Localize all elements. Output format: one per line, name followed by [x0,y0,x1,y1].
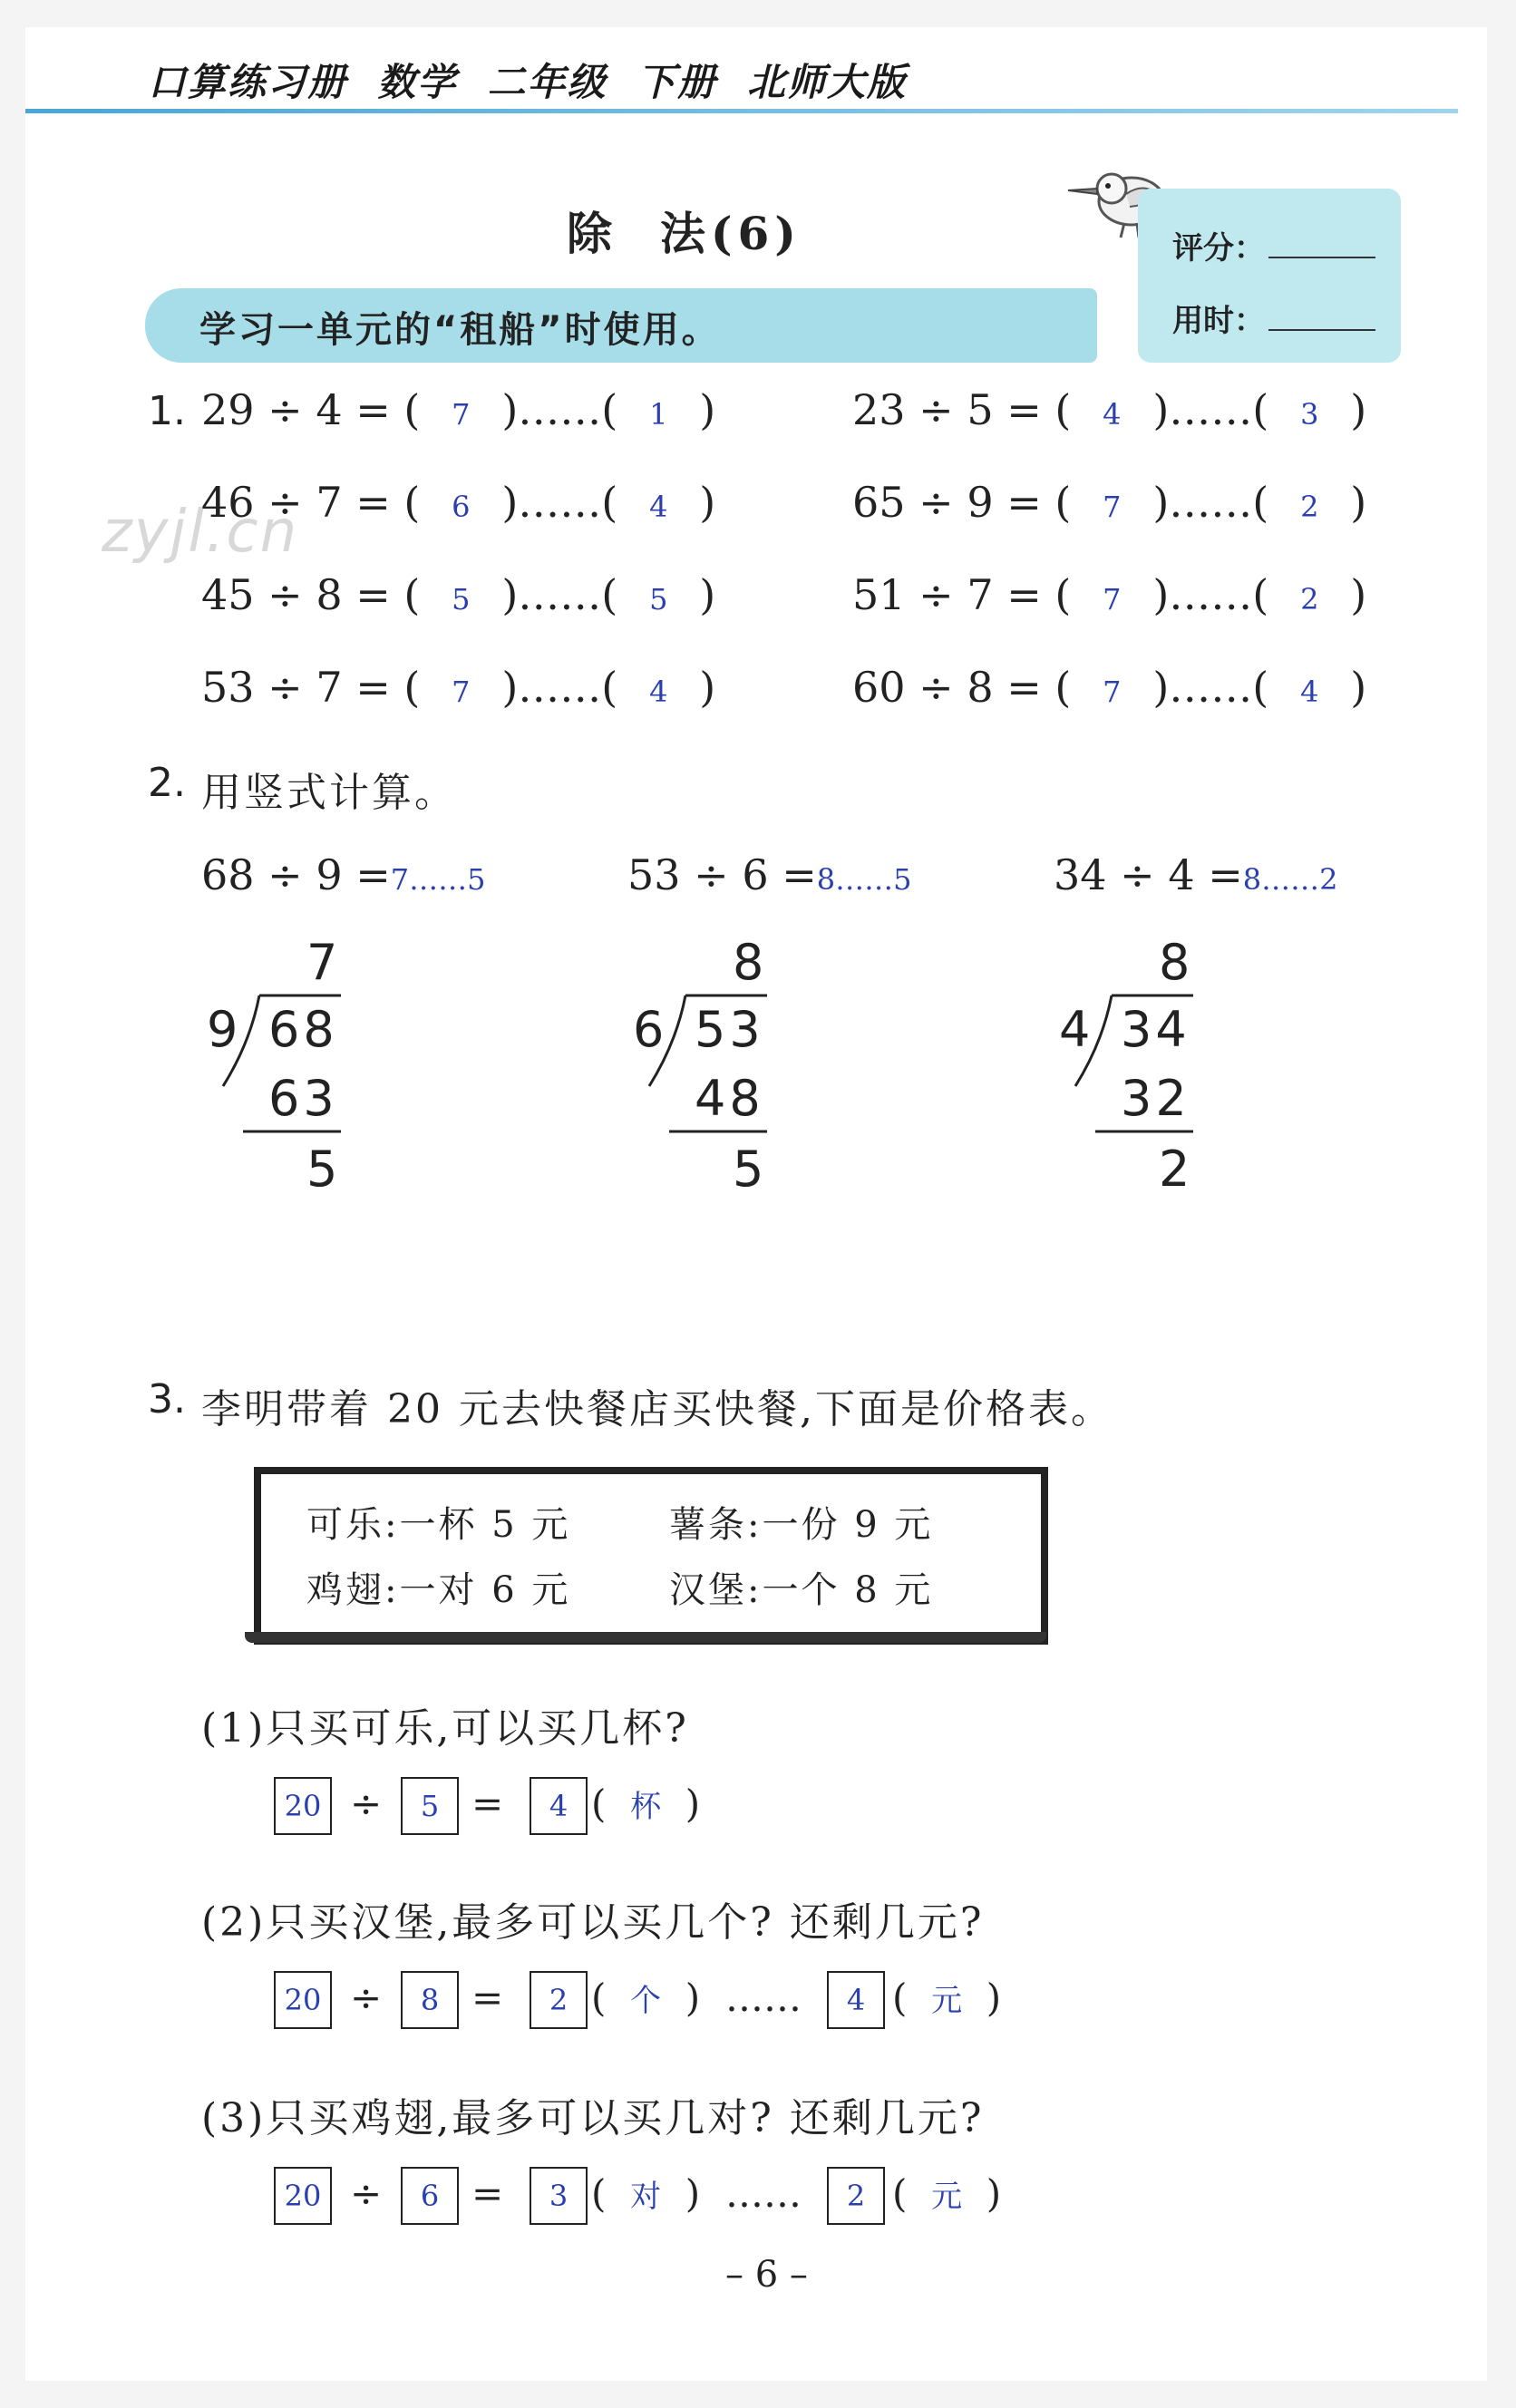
remainder-answer[interactable]: 2 [1300,582,1319,617]
remainder-unit: ( 元 ) [892,1976,1002,2020]
q2-instruction: 用竖式计算。 [201,770,457,816]
close-paren: ) [1350,663,1367,712]
ld-quotient: 8 [733,934,764,991]
quotient-answer[interactable]: 6 [452,490,471,524]
close-paren: ) [1350,478,1367,527]
ld-remainder: 5 [306,1141,338,1198]
q1-equation [201,660,715,714]
q3-subquestion-text: (2)只买汉堡,最多可以买几个? 还剩几元? [201,1899,985,1946]
open-paren: ( [390,478,421,527]
equals-sign: = [471,2171,504,2216]
expression-text: 68 ÷ 9 = [201,850,391,899]
rem-unit-answer[interactable]: 元 [931,1983,963,2019]
dividend-box[interactable]: 20 [274,1971,332,2029]
division-bracket [207,934,370,1206]
quotient-answer[interactable]: 7 [452,675,471,709]
header-rule [25,109,1458,113]
q3-number: 3. [148,1376,186,1422]
close-paren: ) [699,663,716,712]
quotient-answer[interactable]: 7 [1103,490,1122,524]
quotient-answer[interactable]: 7 [452,397,471,432]
equation-expression: 46 ÷ 7 = [201,478,391,527]
q3-subquestion-text: (3)只买鸡翅,最多可以买几对? 还剩几元? [201,2095,985,2141]
q2-expression [627,850,911,899]
dividend-box[interactable]: 20 [274,2167,332,2225]
remainder-answer[interactable]: 3 [1300,397,1319,432]
q1-equation [852,475,1366,529]
quotient-unit: ( 杯 ) [591,1782,701,1826]
open-paren: ( [390,385,421,434]
ld-divisor: 9 [207,1001,238,1058]
rem-unit-answer[interactable]: 元 [931,2179,963,2215]
division-bracket [1059,934,1222,1206]
divide-sign: ÷ [350,1976,383,2020]
page-number: – 6 – [725,2254,808,2296]
divisor-box[interactable]: 6 [401,2167,459,2225]
dividend-box[interactable]: 20 [274,1777,332,1835]
ld-divisor: 4 [1059,1001,1091,1058]
open-paren: ( [1041,570,1072,619]
price-cola: 可乐:一杯 5 元 [306,1504,571,1546]
open-paren: ( [1041,478,1072,527]
division-bracket [633,934,796,1206]
remainder-answer[interactable]: 4 [649,490,668,524]
q3-problem: 李明带着 20 元去快餐店买快餐,下面是价格表。 [201,1386,1113,1432]
remainder-answer[interactable]: 2 [1300,490,1319,524]
divisor-box[interactable]: 5 [401,1777,459,1835]
long-division [207,934,370,1206]
equals-sign: = [471,1976,504,2020]
equation-expression: 23 ÷ 5 = [852,385,1042,434]
q2-expression [1054,850,1337,899]
quotient-box[interactable]: 4 [530,1777,588,1835]
ld-dividend: 68 [268,1001,338,1058]
unit-answer[interactable]: 个 [630,1983,662,2019]
expression-answer[interactable]: 8……5 [816,862,912,897]
score-blank[interactable] [1268,233,1375,258]
long-division [633,934,796,1206]
ld-dividend: 53 [695,1001,764,1058]
quotient-answer[interactable]: 7 [1103,582,1122,617]
open-paren: ( [1041,385,1072,434]
close-paren: ) [1350,570,1367,619]
remainder-dots: …… [725,2171,802,2216]
time-blank[interactable] [1268,306,1375,331]
q2-expression [201,850,485,899]
quotient-box[interactable]: 3 [530,2167,588,2225]
close-paren-dots: )……( [1152,478,1269,527]
equation-expression: 60 ÷ 8 = [852,663,1042,712]
remainder-unit: ( 元 ) [892,2171,1002,2216]
equation-expression: 65 ÷ 9 = [852,478,1042,527]
close-paren-dots: )……( [1152,663,1269,712]
open-paren: ( [390,570,421,619]
ld-remainder: 2 [1159,1141,1190,1198]
watermark: zyjl.cn [102,499,299,566]
q2-number: 2. [148,760,186,806]
price-fries: 薯条:一份 9 元 [669,1504,934,1546]
ld-dividend: 34 [1121,1001,1190,1058]
remainder-answer[interactable]: 1 [649,397,668,432]
remainder-answer[interactable]: 5 [649,582,668,617]
expression-text: 53 ÷ 6 = [627,850,817,899]
long-division [1059,934,1222,1206]
close-paren-dots: )……( [1152,570,1269,619]
quotient-unit: ( 对 ) [591,2171,701,2216]
quotient-answer[interactable]: 5 [452,582,471,617]
remainder-answer[interactable]: 4 [649,675,668,709]
q1-number: 1. [148,388,186,434]
remainder-box[interactable]: 4 [827,1971,885,2029]
close-paren-dots: )……( [1152,385,1269,434]
remainder-dots: …… [725,1976,802,2020]
ld-product: 48 [695,1070,764,1127]
score-label: 评分： [1172,230,1265,267]
ld-divisor: 6 [633,1001,665,1058]
q1-equation [852,383,1366,437]
q1-equation [852,660,1366,714]
price-burger: 汉堡:一个 8 元 [669,1569,934,1611]
close-paren-dots: )……( [501,570,618,619]
close-paren-dots: )……( [501,385,618,434]
board-stand [245,1632,1046,1643]
remainder-answer[interactable]: 4 [1300,675,1319,709]
quotient-unit: ( 个 ) [591,1976,701,2020]
unit-answer[interactable]: 对 [630,2179,662,2215]
price-wings: 鸡翅:一对 6 元 [306,1569,571,1611]
quotient-box[interactable]: 2 [530,1971,588,2029]
quotient-answer[interactable]: 7 [1103,675,1122,709]
expression-answer[interactable]: 8……2 [1242,862,1338,897]
ld-quotient: 8 [1159,934,1190,991]
close-paren-dots: )……( [501,663,618,712]
expression-answer[interactable]: 7……5 [390,862,486,897]
equation-expression: 29 ÷ 4 = [201,385,391,434]
time-label: 用时： [1172,303,1265,339]
equals-sign: = [471,1782,504,1826]
ld-product: 32 [1121,1070,1190,1127]
divide-sign: ÷ [350,1782,383,1826]
divide-sign: ÷ [350,2171,383,2216]
ld-remainder: 5 [733,1141,764,1198]
price-board [254,1467,1048,1645]
close-paren: ) [699,570,716,619]
q1-equation [201,568,715,622]
close-paren: ) [1350,385,1367,434]
equation-expression: 53 ÷ 7 = [201,663,391,712]
remainder-box[interactable]: 2 [827,2167,885,2225]
time-field [1172,296,1375,340]
quotient-answer[interactable]: 4 [1103,397,1122,432]
divisor-box[interactable]: 8 [401,1971,459,2029]
score-field [1172,223,1375,267]
score-box [1138,189,1401,363]
banner-text: 学习一单元的“租船”时使用。 [199,309,721,351]
lesson-title: 除 法(6) [567,207,802,260]
running-header: 口算练习册 数学 二年级 下册 北师大版 [148,60,907,104]
q1-equation [852,568,1366,622]
q3-subquestion-text: (1)只买可乐,可以买几杯? [201,1705,689,1752]
ld-quotient: 7 [306,934,338,991]
open-paren: ( [1041,663,1072,712]
equation-expression: 51 ÷ 7 = [852,570,1042,619]
close-paren: ) [699,385,716,434]
close-paren: ) [699,478,716,527]
unit-answer[interactable]: 杯 [630,1789,662,1825]
expression-text: 34 ÷ 4 = [1054,850,1243,899]
open-paren: ( [390,663,421,712]
ld-product: 63 [268,1070,338,1127]
q1-equation [201,383,715,437]
equation-expression: 45 ÷ 8 = [201,570,391,619]
q1-equation [201,475,715,529]
close-paren-dots: )……( [501,478,618,527]
usage-banner [145,288,1097,363]
